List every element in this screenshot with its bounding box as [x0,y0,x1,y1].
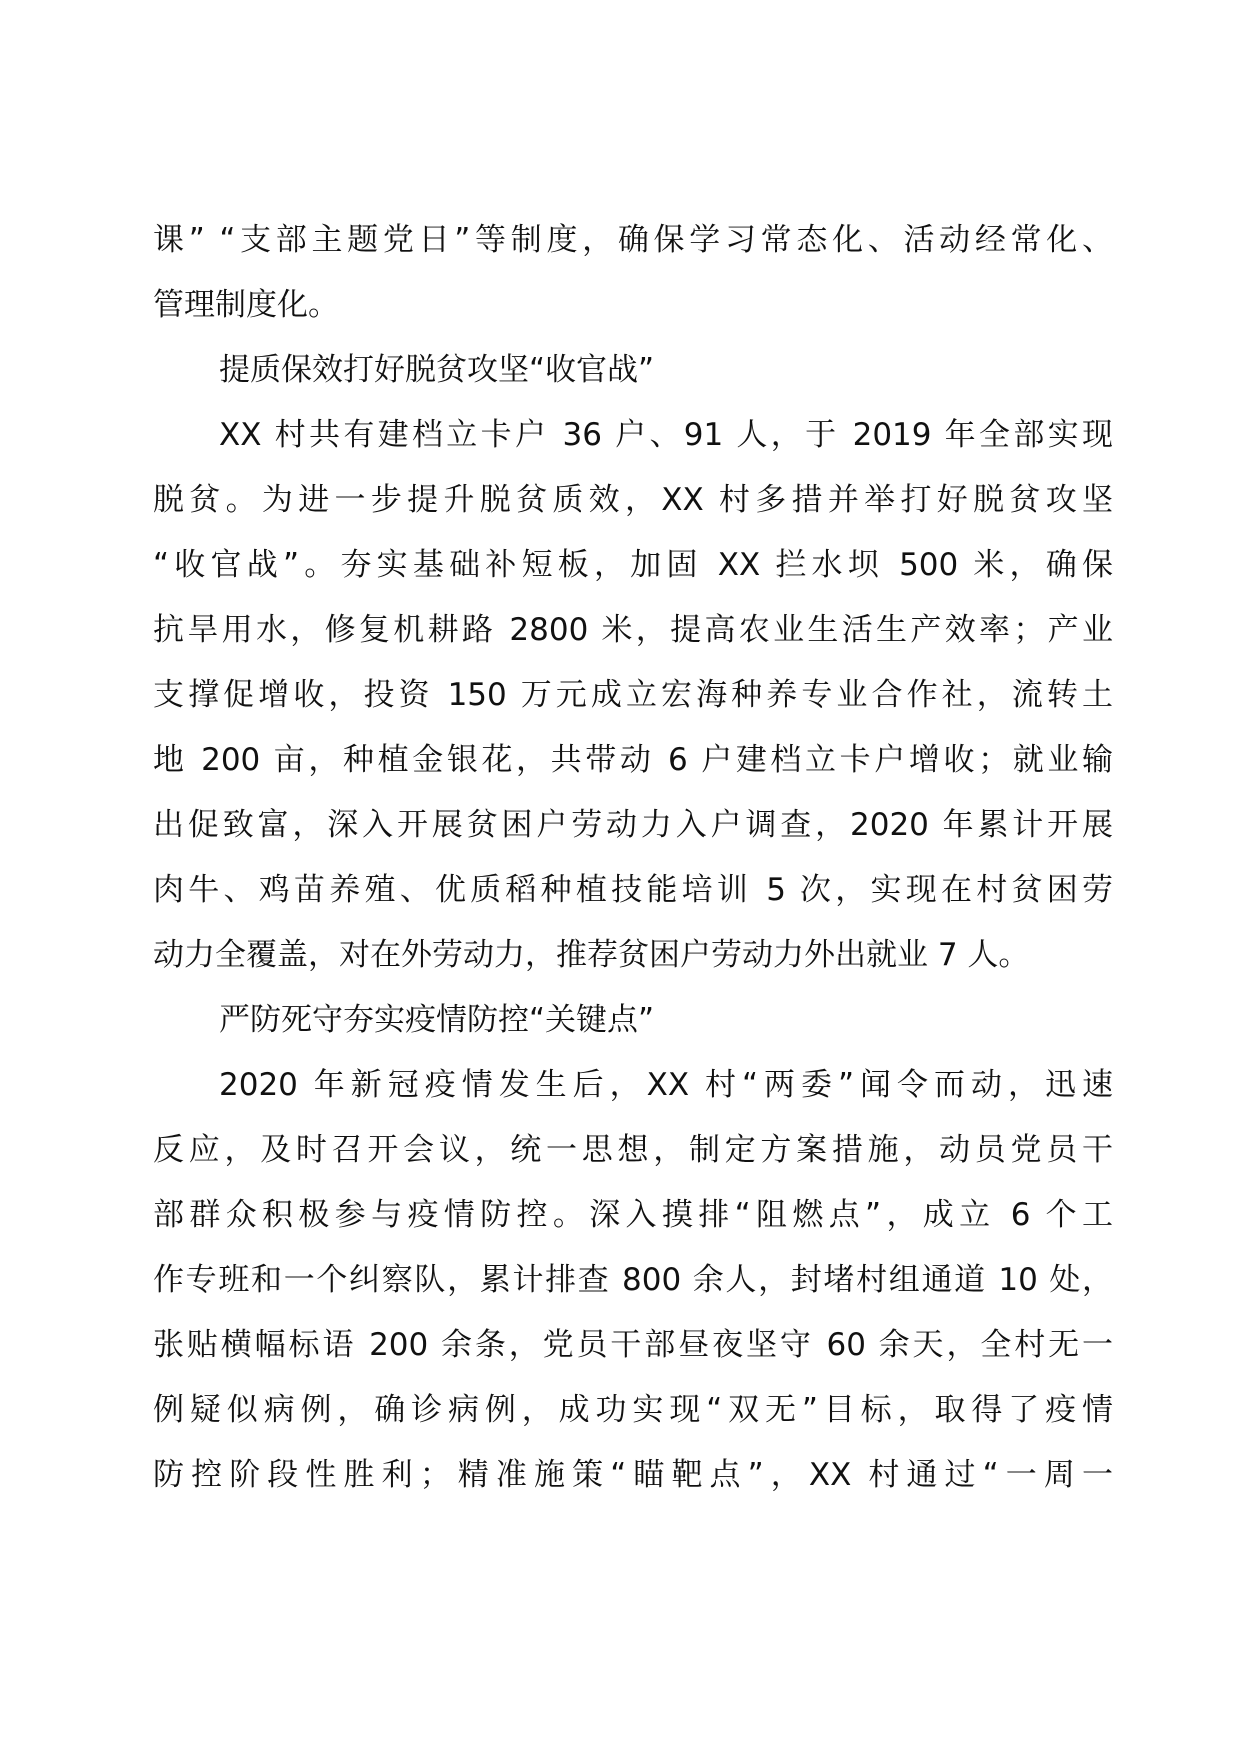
section-heading [153,338,1113,403]
text-line: “收官战”。夯实基础补短板，加固 XX 拦水坝 500 米，确保 [153,547,1113,583]
text-line: 脱贫。为进一步提升脱贫质效，XX 村多措并举打好脱贫攻坚 [153,482,1113,518]
text-line: 地 200 亩，种植金银花，共带动 6 户建档立卡户增收；就业输 [153,742,1113,778]
heading-line: 严防死守夯实疫情防控“关键点” [219,1002,655,1038]
text-line: 动力全覆盖，对在外劳动力，推荐贫困户劳动力外出就业 7 人。 [153,937,1030,973]
text-line: 抗旱用水，修复机耕路 2800 米，提高农业生活生产效率；产业 [153,612,1113,648]
text-line: 支撑促增收，投资 150 万元成立宏海种养专业合作社，流转土 [153,677,1113,713]
section-heading [153,988,1113,1053]
body-paragraph [153,403,1113,988]
text-line: 2020 年新冠疫情发生后，XX 村“两委”闻令而动，迅速 [219,1067,1113,1103]
body-paragraph [153,1053,1113,1508]
text-line: 肉牛、鸡苗养殖、优质稻种植技能培训 5 次，实现在村贫困劳 [153,872,1113,908]
text-line: 反应，及时召开会议，统一思想，制定方案措施，动员党员干 [153,1132,1113,1168]
heading-line: 提质保效打好脱贫攻坚“收官战” [219,352,655,388]
text-line: 防控阶段性胜利；精准施策“瞄靶点”，XX 村通过“一周一 [153,1457,1113,1493]
text-line: 课” “支部主题党日”等制度，确保学习常态化、活动经常化、 [153,222,1113,258]
document-body [153,208,1113,1508]
text-line: 出促致富，深入开展贫困户劳动力入户调查，2020 年累计开展 [153,807,1113,843]
text-line: 作专班和一个纠察队，累计排查 800 余人，封堵村组通道 10 处， [153,1262,1113,1298]
text-line: 例疑似病例，确诊病例，成功实现“双无”目标，取得了疫情 [153,1392,1113,1428]
text-line: 部群众积极参与疫情防控。深入摸排“阻燃点”，成立 6 个工 [153,1197,1113,1233]
text-line: XX 村共有建档立卡户 36 户、91 人，于 2019 年全部实现 [219,417,1113,453]
text-line: 张贴横幅标语 200 余条，党员干部昼夜坚守 60 余天，全村无一 [153,1327,1113,1363]
body-paragraph [153,208,1113,338]
text-line: 管理制度化。 [153,287,339,323]
